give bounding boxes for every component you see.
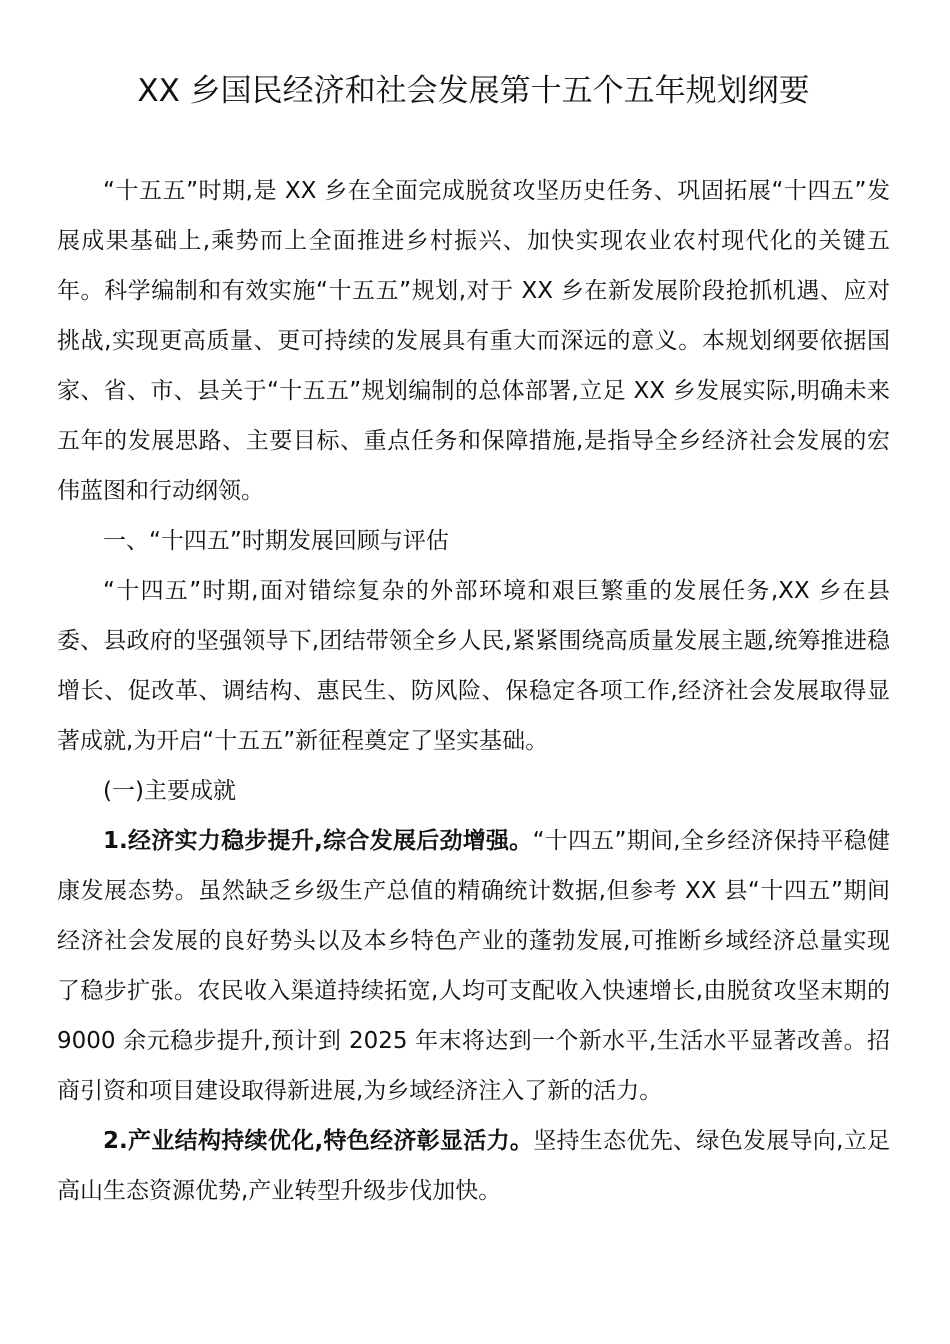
- document-body: [57, 166, 890, 1216]
- achievement-lead: 1.经济实力稳步提升,综合发展后劲增强。: [103, 828, 533, 854]
- achievement-paragraph-1: [57, 816, 890, 1116]
- paragraph-text: 坚持生态优先、绿色发展导向,立足高山生态资源优势,产业转型升级步伐加快。: [57, 1128, 891, 1204]
- document-title: XX 乡国民经济和社会发展第十五个五年规划纲要: [137, 73, 810, 109]
- paragraph-text: “十四五”时期,面对错综复杂的外部环境和艰巨繁重的发展任务,XX 乡在县委、县政府的坚强领导下,团结带领全乡人民,紧紧围绕高质量发展主题,统筹推进稳增长、促改革、调结构、惠民生、防风险、保稳定各项工作,经济社会发展取得显著成就,为开启“十五五”新征程奠定了坚实基础。: [57, 578, 890, 754]
- paragraph-text: “十五五”时期,是 XX 乡在全面完成脱贫攻坚历史任务、巩固拓展“十四五”发展成果基础上,乘势而上全面推进乡村振兴、加快实现农业农村现代化的关键五年。科学编制和有效实施“十五五”规划,对于 XX 乡在新发展阶段抢抓机遇、应对挑战,实现更高质量、更可持续的发展具有重大而深远的意义。本规划纲要依据国家、省、市、县关于“十五五”规划编制的总体部署,立足 XX 乡发展实际,明确未来五年的发展思路、主要目标、重点任务和保障措施,是指导全乡经济社会发展的宏伟蓝图和行动纲领。: [57, 178, 890, 504]
- review-paragraph: [57, 566, 890, 766]
- achievement-lead: 2.产业结构持续优化,特色经济彰显活力。: [103, 1128, 534, 1154]
- section-heading: [57, 516, 890, 566]
- subsection-heading-text: (一)主要成就: [103, 778, 236, 804]
- achievement-paragraph-2: [57, 1116, 890, 1216]
- paragraph-text: “十四五”期间,全乡经济保持平稳健康发展态势。虽然缺乏乡级生产总值的精确统计数据,但参考 XX 县“十四五”期间经济社会发展的良好势头以及本乡特色产业的蓬勃发展,可推断乡域经济总量实现了稳步扩张。农民收入渠道持续拓宽,人均可支配收入快速增长,由脱贫攻坚末期的 9000 余元稳步提升,预计到 2025 年末将达到一个新水平,生活水平显著改善。招商引资和项目建设取得新进展,为乡域经济注入了新的活力。: [57, 828, 890, 1104]
- intro-paragraph: [57, 166, 890, 516]
- subsection-heading: [57, 766, 890, 816]
- section-heading-text: 一、“十四五”时期发展回顾与评估: [103, 528, 449, 554]
